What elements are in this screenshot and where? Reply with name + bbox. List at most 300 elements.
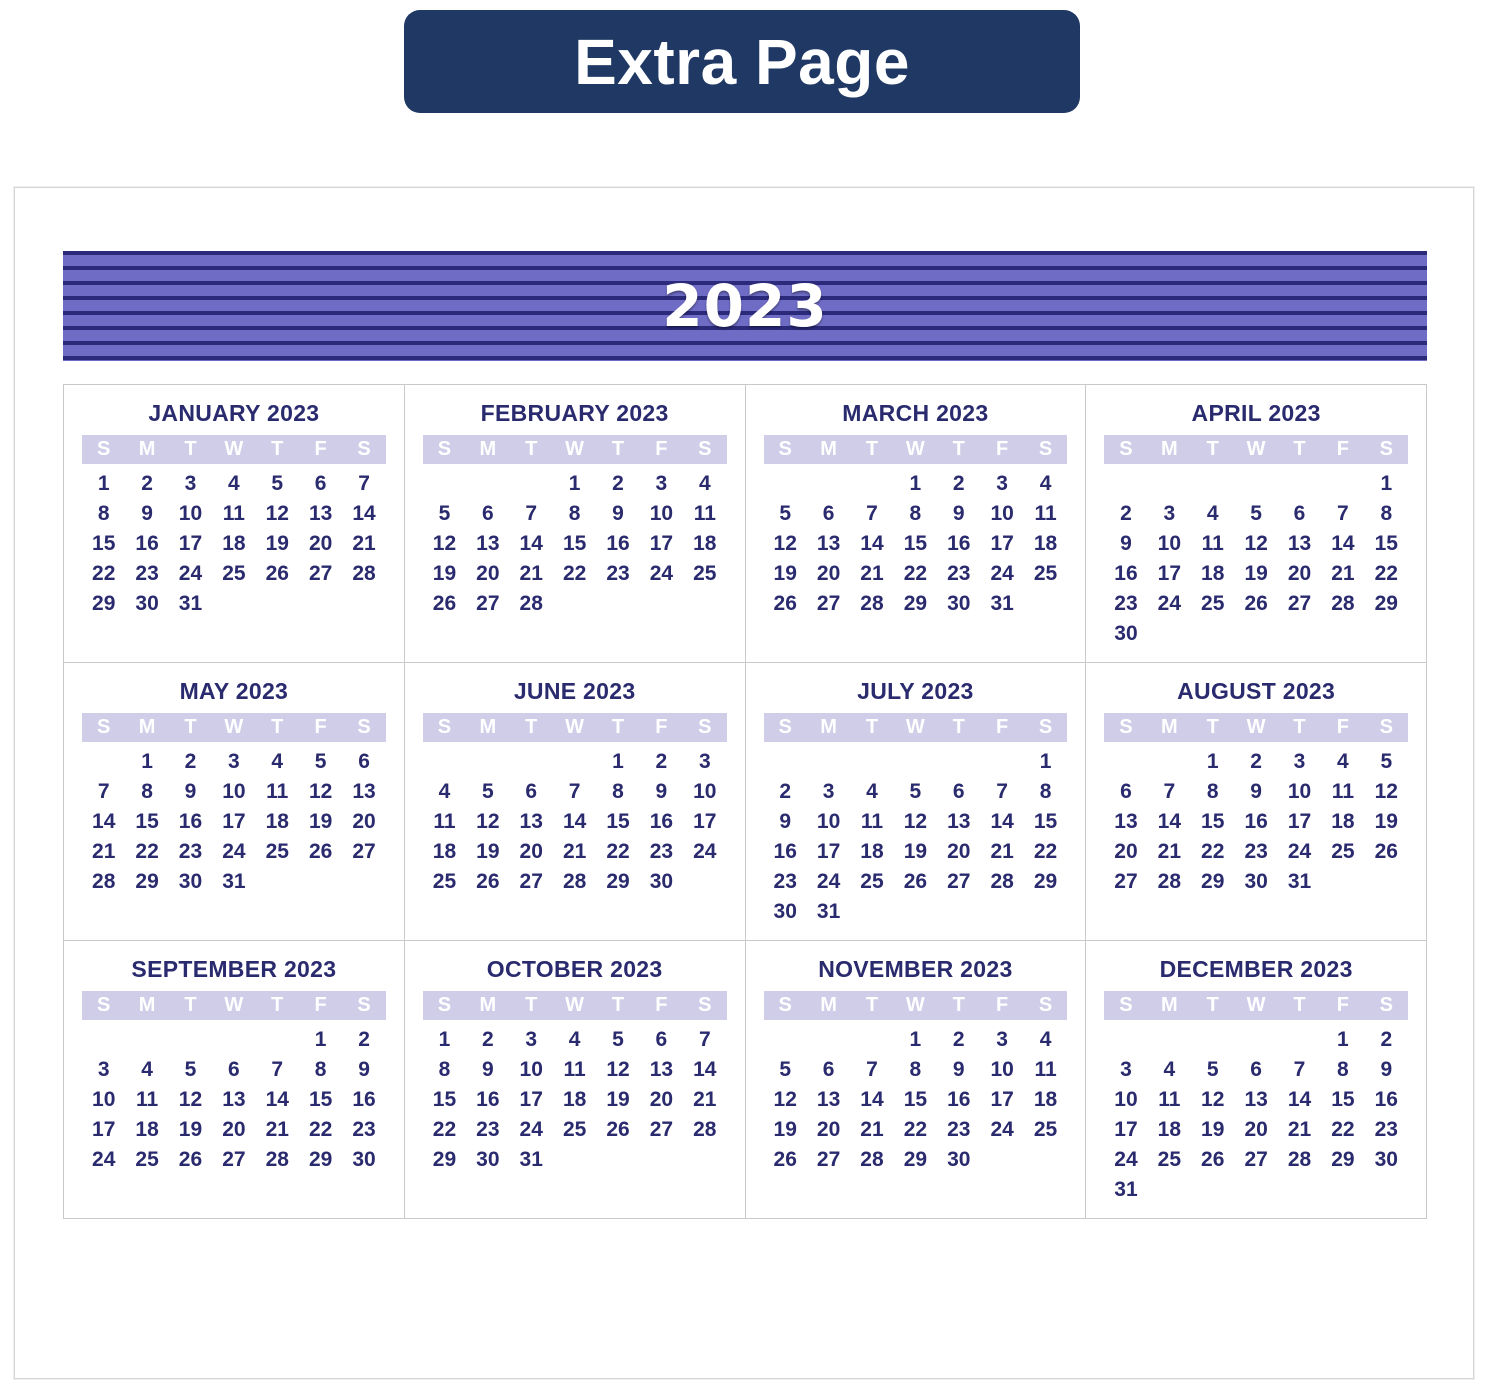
- day-cell: 12: [476, 810, 500, 833]
- day-cell: 7: [866, 1058, 878, 1081]
- weekday-initial: F: [314, 438, 327, 460]
- day-cell: 16: [135, 532, 159, 555]
- day-cell: 19: [773, 562, 797, 585]
- day-cell: 2: [952, 1028, 965, 1051]
- day-cell: 7: [97, 780, 110, 803]
- day-cell: 9: [1120, 532, 1132, 555]
- day-cell: 30: [649, 870, 674, 893]
- day-cell-empty: [1104, 748, 1147, 776]
- day-cell: 8: [612, 780, 624, 803]
- day-cell: 15: [1201, 810, 1225, 833]
- day-cell: 23: [135, 562, 159, 585]
- month-block: [64, 385, 405, 663]
- day-cell: 27: [1114, 870, 1138, 893]
- weekday-initial: T: [271, 438, 284, 460]
- day-cell: 1: [568, 472, 581, 495]
- day-cell: 1: [909, 472, 922, 495]
- day-cell: 22: [135, 840, 159, 863]
- day-cell: 5: [779, 502, 792, 525]
- day-cell: 8: [1039, 780, 1052, 803]
- day-cell-empty: [1104, 1026, 1147, 1054]
- day-cell: 31: [1114, 1178, 1138, 1201]
- weekday-initial: T: [184, 716, 197, 738]
- day-cell: 14: [519, 532, 543, 555]
- weekday-header-row: [423, 991, 727, 1020]
- day-cell: 23: [1374, 1118, 1398, 1141]
- day-cell: 25: [562, 1118, 587, 1141]
- day-cell-empty: [850, 1026, 893, 1054]
- day-cell: 31: [816, 900, 841, 923]
- day-cell: 8: [1380, 502, 1393, 525]
- weekday-initial: T: [1293, 716, 1306, 738]
- extra-page-banner: [404, 10, 1080, 113]
- day-cell: 6: [358, 750, 370, 773]
- day-cell: 22: [92, 562, 116, 585]
- day-cell: 14: [562, 810, 587, 833]
- day-cell-empty: [764, 1026, 807, 1054]
- weekday-initial: F: [1336, 716, 1349, 738]
- day-cell: 2: [358, 1028, 370, 1051]
- day-cell: 27: [1244, 1148, 1268, 1171]
- day-cell-empty: [1104, 470, 1147, 498]
- day-cell: 15: [1033, 810, 1058, 833]
- day-cell: 25: [1201, 592, 1225, 615]
- day-cell: 15: [1374, 532, 1398, 555]
- day-cell: 25: [860, 870, 884, 893]
- day-cell: 10: [649, 502, 674, 525]
- weekday-initial: T: [611, 438, 625, 460]
- day-cell: 9: [612, 502, 624, 525]
- day-cell: 10: [519, 1058, 543, 1081]
- day-cell: 17: [693, 810, 717, 833]
- day-cell: 18: [1331, 810, 1355, 833]
- day-cell: 30: [1244, 870, 1268, 893]
- day-cell: 17: [222, 810, 246, 833]
- day-cell: 8: [97, 502, 110, 525]
- day-cell-empty: [1148, 748, 1191, 776]
- day-cell: 24: [1157, 592, 1182, 615]
- year-label: 2023: [662, 272, 828, 340]
- weekday-initial: M: [1161, 716, 1178, 738]
- day-cell: 20: [308, 532, 333, 555]
- day-cell: 9: [779, 810, 792, 833]
- day-cell: 5: [481, 780, 494, 803]
- day-cell: 12: [773, 532, 797, 555]
- day-cell: 29: [92, 592, 116, 615]
- day-cell: 20: [222, 1118, 246, 1141]
- day-cell: 9: [184, 780, 197, 803]
- day-cell: 1: [438, 1028, 451, 1051]
- day-cell: 17: [1114, 1118, 1138, 1141]
- day-cell: 16: [1114, 562, 1138, 585]
- day-cell: 29: [1331, 1148, 1355, 1171]
- day-cell: 20: [1114, 840, 1138, 863]
- day-cell: 20: [1287, 562, 1312, 585]
- weekday-initial: S: [698, 994, 712, 1016]
- day-cell: 19: [1244, 562, 1268, 585]
- day-cell: 27: [947, 870, 971, 893]
- day-cell: 4: [271, 750, 284, 773]
- day-cell-empty: [807, 1026, 850, 1054]
- day-cell: 3: [525, 1028, 538, 1051]
- month-title: FEBRUARY 2023: [480, 400, 669, 426]
- day-cell: 21: [1287, 1118, 1312, 1141]
- day-cell: 27: [519, 870, 543, 893]
- day-cell: 21: [860, 1118, 884, 1141]
- day-cell: 5: [779, 1058, 792, 1081]
- day-cell: 13: [816, 1088, 841, 1111]
- day-cell: 19: [178, 1118, 203, 1141]
- day-cell: 31: [222, 870, 246, 893]
- day-cell: 4: [568, 1028, 581, 1051]
- day-cell: 18: [860, 840, 884, 863]
- days-grid: [764, 748, 1068, 926]
- day-cell: 6: [952, 780, 965, 803]
- month-block: [64, 941, 405, 1219]
- day-cell: 5: [1206, 1058, 1219, 1081]
- day-cell: 26: [308, 840, 333, 863]
- day-cell: 9: [358, 1058, 370, 1081]
- day-cell: 3: [996, 472, 1008, 495]
- day-cell: 13: [1244, 1088, 1268, 1111]
- weekday-initial: T: [525, 994, 538, 1016]
- weekday-initial: T: [271, 994, 284, 1016]
- weekday-initial: S: [437, 716, 452, 738]
- day-cell-empty: [1278, 1026, 1321, 1054]
- month-title: MARCH 2023: [842, 400, 989, 426]
- weekday-initial: W: [224, 438, 244, 460]
- month-block: [405, 385, 746, 663]
- weekday-initial: S: [1038, 994, 1053, 1016]
- day-cell: 18: [1033, 1088, 1058, 1111]
- days-grid: [764, 470, 1068, 618]
- day-cell: 24: [1287, 840, 1312, 863]
- day-cell: 26: [903, 870, 928, 893]
- day-cell: 4: [1163, 1058, 1176, 1081]
- day-cell: 4: [1206, 502, 1219, 525]
- weekday-initial: T: [1293, 994, 1306, 1016]
- day-cell: 28: [1331, 592, 1355, 615]
- days-grid: [82, 470, 386, 618]
- day-cell: 19: [1374, 810, 1398, 833]
- day-cell: 23: [476, 1118, 500, 1141]
- day-cell: 30: [178, 870, 203, 893]
- day-cell: 5: [314, 750, 327, 773]
- day-cell: 6: [655, 1028, 668, 1051]
- day-cell: 8: [141, 780, 153, 803]
- day-cell: 22: [606, 840, 630, 863]
- day-cell: 31: [178, 592, 203, 615]
- day-cell: 8: [438, 1058, 451, 1081]
- day-cell: 29: [903, 592, 928, 615]
- day-cell: 26: [606, 1118, 630, 1141]
- day-cell: 3: [996, 1028, 1008, 1051]
- day-cell: 18: [432, 840, 457, 863]
- day-cell-empty: [980, 748, 1023, 776]
- day-cell: 27: [649, 1118, 674, 1141]
- day-cell: 15: [562, 532, 587, 555]
- weekday-initial: W: [905, 438, 925, 460]
- day-cell: 20: [947, 840, 971, 863]
- weekday-initial: F: [1336, 994, 1349, 1016]
- day-cell: 26: [1201, 1148, 1225, 1171]
- day-cell: 6: [1120, 780, 1132, 803]
- day-cell: 4: [698, 472, 711, 495]
- day-cell: 12: [1201, 1088, 1225, 1111]
- day-cell: 6: [822, 502, 835, 525]
- day-cell: 6: [822, 1058, 835, 1081]
- weekday-initial: M: [1161, 994, 1178, 1016]
- day-cell: 18: [265, 810, 289, 833]
- day-cell: 21: [1157, 840, 1182, 863]
- day-cell: 26: [1374, 840, 1398, 863]
- day-cell: 15: [432, 1088, 457, 1111]
- day-cell: 31: [519, 1148, 543, 1171]
- day-cell: 2: [779, 780, 792, 803]
- weekday-initial: S: [1379, 716, 1393, 738]
- day-cell: 4: [1039, 472, 1052, 495]
- day-cell: 8: [909, 1058, 922, 1081]
- day-cell: 25: [1331, 840, 1355, 863]
- weekday-initial: F: [314, 716, 327, 738]
- day-cell: 28: [519, 592, 543, 615]
- day-cell: 16: [476, 1088, 500, 1111]
- day-cell: 17: [178, 532, 203, 555]
- day-cell: 7: [271, 1058, 284, 1081]
- day-cell: 9: [141, 502, 153, 525]
- days-grid: [1104, 748, 1408, 896]
- day-cell: 6: [481, 502, 494, 525]
- days-grid: [1104, 470, 1408, 648]
- weekday-initial: W: [1246, 716, 1266, 738]
- day-cell-empty: [553, 748, 596, 776]
- day-cell: 28: [92, 870, 116, 893]
- day-cell: 29: [903, 1148, 928, 1171]
- weekday-initial: T: [865, 994, 879, 1016]
- weekday-initial: M: [138, 716, 156, 738]
- day-cell: 27: [816, 1148, 841, 1171]
- weekday-initial: T: [525, 438, 538, 460]
- day-cell: 6: [1250, 1058, 1262, 1081]
- day-cell: 10: [1114, 1088, 1138, 1111]
- weekday-initial: T: [1293, 438, 1306, 460]
- day-cell: 30: [1374, 1148, 1398, 1171]
- weekday-initial: F: [1336, 438, 1349, 460]
- day-cell: 9: [655, 780, 668, 803]
- day-cell: 24: [1114, 1148, 1138, 1171]
- weekday-header-row: [764, 991, 1068, 1020]
- day-cell: 16: [178, 810, 203, 833]
- day-cell: 12: [1374, 780, 1398, 803]
- weekday-header-row: [1104, 713, 1408, 742]
- day-cell: 6: [525, 780, 538, 803]
- day-cell: 1: [141, 750, 153, 773]
- day-cell: 11: [266, 780, 289, 803]
- weekday-initial: S: [437, 438, 452, 460]
- day-cell: 24: [693, 840, 717, 863]
- weekday-initial: S: [357, 716, 371, 738]
- day-cell: 13: [947, 810, 971, 833]
- weekday-initial: T: [865, 716, 879, 738]
- day-cell: 31: [990, 592, 1014, 615]
- day-cell-empty: [1148, 1026, 1191, 1054]
- day-cell: 19: [773, 1118, 797, 1141]
- day-cell: 14: [265, 1088, 289, 1111]
- weekday-initial: M: [820, 994, 837, 1016]
- day-cell-empty: [169, 1026, 212, 1054]
- day-cell: 17: [1157, 562, 1182, 585]
- day-cell: 20: [816, 1118, 841, 1141]
- day-cell: 18: [693, 532, 717, 555]
- weekday-initial: W: [224, 994, 244, 1016]
- day-cell-empty: [256, 1026, 299, 1054]
- month-title: NOVEMBER 2023: [818, 956, 1013, 982]
- day-cell: 13: [649, 1058, 674, 1081]
- day-cell: 21: [1331, 562, 1355, 585]
- day-cell: 28: [693, 1118, 717, 1141]
- day-cell: 28: [860, 592, 884, 615]
- day-cell: 21: [860, 562, 884, 585]
- weekday-header-row: [82, 991, 386, 1020]
- weekday-initial: S: [1379, 438, 1393, 460]
- day-cell: 15: [1331, 1088, 1355, 1111]
- weekday-initial: S: [97, 438, 111, 460]
- day-cell: 20: [352, 810, 376, 833]
- day-cell: 17: [990, 1088, 1014, 1111]
- weekday-initial: W: [565, 716, 585, 738]
- day-cell: 7: [996, 780, 1008, 803]
- day-cell: 5: [612, 1028, 624, 1051]
- year-header: [63, 251, 1427, 361]
- day-cell: 14: [693, 1058, 717, 1081]
- day-cell: 20: [816, 562, 841, 585]
- day-cell: 3: [97, 1058, 110, 1081]
- day-cell: 25: [432, 870, 457, 893]
- day-cell-empty: [1191, 1026, 1234, 1054]
- day-cell: 19: [903, 840, 928, 863]
- day-cell: 23: [947, 562, 971, 585]
- weekday-header-row: [1104, 991, 1408, 1020]
- day-cell: 3: [698, 750, 711, 773]
- day-cell: 1: [97, 472, 110, 495]
- month-block: [405, 663, 746, 941]
- day-cell: 12: [1244, 532, 1268, 555]
- day-cell: 14: [1157, 810, 1182, 833]
- weekday-initial: F: [996, 438, 1009, 460]
- weekday-header-row: [1104, 435, 1408, 464]
- day-cell: 29: [1033, 870, 1058, 893]
- day-cell: 14: [860, 532, 884, 555]
- day-cell: 16: [1244, 810, 1268, 833]
- weekday-initial: W: [565, 438, 585, 460]
- weekday-initial: T: [611, 716, 625, 738]
- day-cell: 21: [519, 562, 543, 585]
- day-cell: 25: [222, 562, 246, 585]
- day-cell: 22: [562, 562, 587, 585]
- day-cell: 24: [92, 1148, 116, 1171]
- day-cell: 10: [1157, 532, 1182, 555]
- month-title: MAY 2023: [179, 678, 289, 704]
- day-cell: 27: [476, 592, 500, 615]
- weekday-initial: S: [778, 438, 792, 460]
- day-cell: 7: [525, 502, 538, 525]
- day-cell: 22: [1033, 840, 1058, 863]
- day-cell: 28: [1157, 870, 1182, 893]
- day-cell: 14: [990, 810, 1014, 833]
- days-grid: [1104, 1026, 1408, 1204]
- weekday-initial: W: [224, 716, 244, 738]
- day-cell: 17: [519, 1088, 543, 1111]
- day-cell: 23: [352, 1118, 376, 1141]
- day-cell: 1: [1380, 472, 1393, 495]
- weekday-initial: T: [1206, 716, 1219, 738]
- day-cell: 13: [1287, 532, 1312, 555]
- day-cell: 23: [947, 1118, 971, 1141]
- day-cell-empty: [466, 470, 509, 498]
- day-cell: 2: [184, 750, 197, 773]
- day-cell: 23: [1244, 840, 1268, 863]
- weekday-header-row: [764, 713, 1068, 742]
- weekday-header-row: [423, 713, 727, 742]
- weekday-initial: S: [698, 716, 712, 738]
- days-grid: [764, 1026, 1068, 1174]
- day-cell: 10: [178, 502, 203, 525]
- day-cell: 28: [860, 1148, 884, 1171]
- day-cell: 5: [909, 780, 922, 803]
- weekday-initial: S: [1119, 716, 1133, 738]
- day-cell: 8: [1206, 780, 1219, 803]
- day-cell: 19: [308, 810, 333, 833]
- day-cell: 15: [92, 532, 116, 555]
- weekday-initial: S: [698, 438, 712, 460]
- day-cell-empty: [1321, 470, 1364, 498]
- day-cell: 5: [184, 1058, 197, 1081]
- day-cell-empty: [212, 1026, 255, 1054]
- day-cell: 12: [606, 1058, 630, 1081]
- day-cell: 8: [314, 1058, 327, 1081]
- day-cell: 12: [432, 532, 457, 555]
- day-cell: 1: [314, 1028, 327, 1051]
- day-cell: 12: [308, 780, 333, 803]
- day-cell-empty: [125, 1026, 168, 1054]
- day-cell: 27: [222, 1148, 246, 1171]
- weekday-initial: S: [1379, 994, 1393, 1016]
- day-cell: 29: [432, 1148, 457, 1171]
- day-cell: 25: [135, 1148, 159, 1171]
- banner-label: Extra Page: [574, 25, 910, 98]
- day-cell: 28: [352, 562, 376, 585]
- day-cell: 29: [606, 870, 630, 893]
- day-cell-empty: [937, 748, 980, 776]
- day-cell: 1: [1337, 1028, 1349, 1051]
- day-cell: 18: [1201, 562, 1225, 585]
- day-cell: 16: [947, 532, 971, 555]
- day-cell: 21: [352, 532, 376, 555]
- day-cell: 10: [990, 502, 1014, 525]
- weekday-initial: S: [97, 716, 111, 738]
- day-cell: 30: [352, 1148, 376, 1171]
- day-cell: 4: [866, 780, 878, 803]
- day-cell: 11: [693, 502, 716, 525]
- day-cell-empty: [1234, 470, 1277, 498]
- day-cell: 12: [773, 1088, 797, 1111]
- day-cell: 25: [1033, 1118, 1058, 1141]
- day-cell: 4: [438, 780, 451, 803]
- day-cell: 14: [352, 502, 376, 525]
- day-cell: 26: [773, 592, 797, 615]
- day-cell: 3: [655, 472, 668, 495]
- weekday-initial: M: [479, 716, 497, 738]
